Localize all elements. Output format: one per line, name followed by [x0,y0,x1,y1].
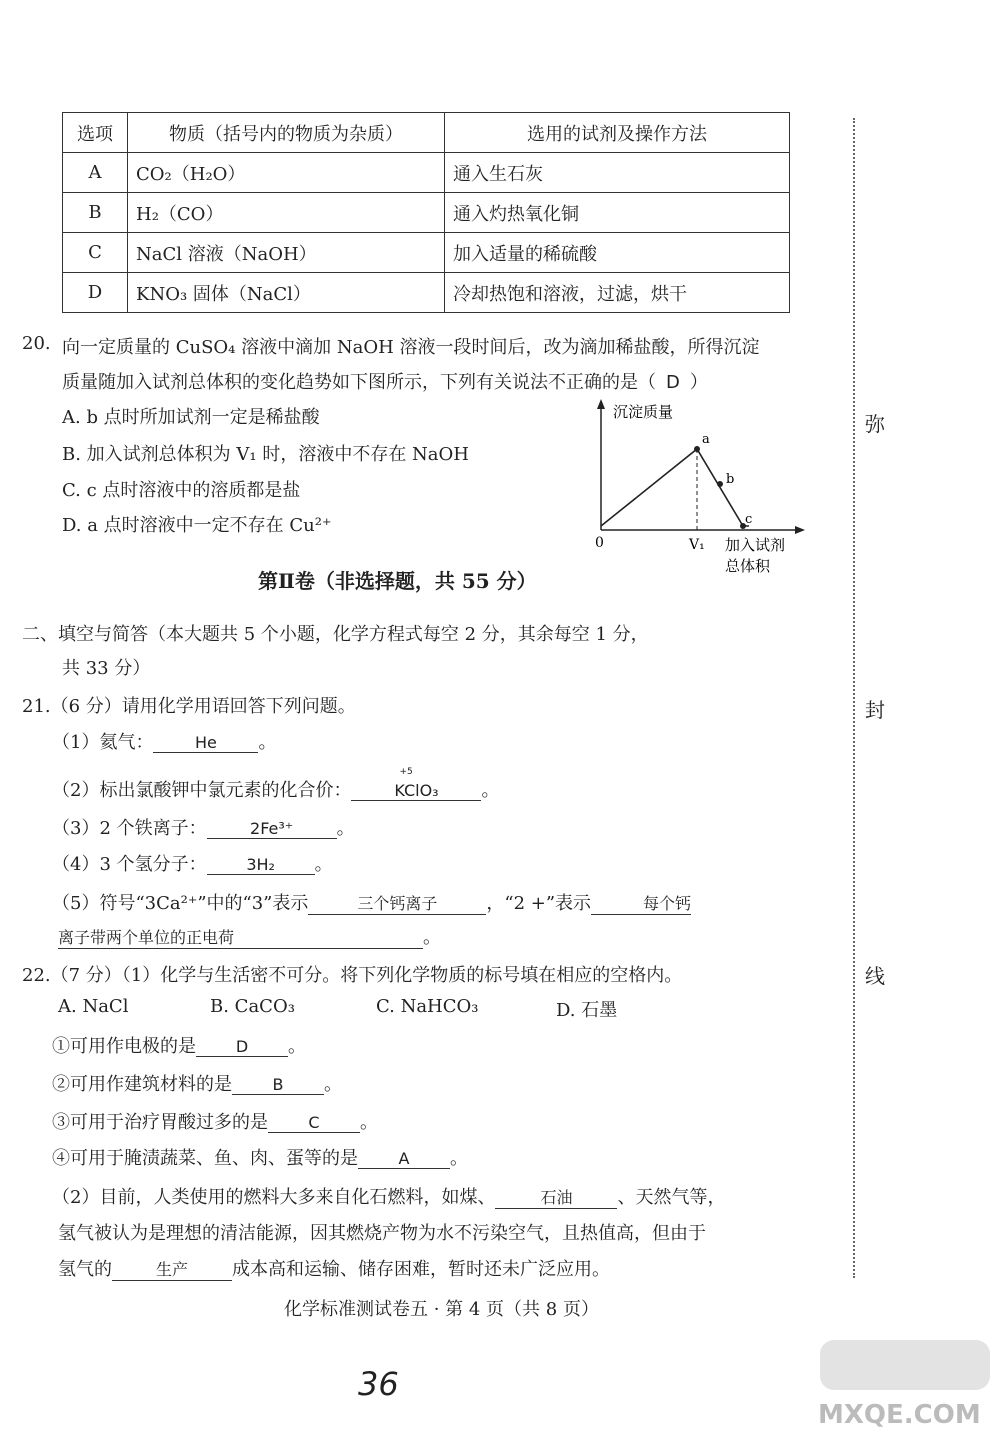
curve [601,449,749,526]
q21-item5-text: （5）符号“3Ca²⁺”中的“3”表示 [52,893,309,914]
table-cell: A [63,153,128,193]
table-cell: KNO₃ 固体（NaCl） [128,273,445,313]
q21-item5 [52,889,691,915]
period: 。 [336,818,355,839]
q22-head: 22.（7 分）（1）化学与生活密不可分。将下列化学物质的标号填在相应的空格内。 [22,965,683,986]
watermark-text: MXQE.COM [818,1400,981,1430]
q21-item4-text: （4）3 个氢分子： [52,854,207,875]
q22-part2-line2: 氢气被认为是理想的清洁能源，因其燃烧产物为水不污染空气，且热值高，但由于 [58,1223,706,1244]
q22-answer3: C [268,1113,360,1133]
q22-item2-text: ②可用作建筑材料的是 [52,1074,232,1095]
label-b: b [726,472,735,487]
q22-choice-a: A. NaCl [58,996,129,1017]
q21-item5-text-b: ，“2 +”表示 [486,893,592,914]
table-cell: H₂（CO） [128,193,445,233]
q20-option: A. b 点时所加试剂一定是稀盐酸 [62,407,320,428]
table-cell: 加入适量的稀硫酸 [445,233,790,273]
y-axis-arrow [597,399,605,409]
y-label: 沉淀质量 [613,403,674,421]
table-header: 选用的试剂及操作方法 [445,113,790,153]
label-c: c [745,512,753,527]
precipitate-graph [585,395,815,580]
table-header: 选项 [63,113,128,153]
x-label-1: 加入试剂 [725,536,786,554]
q21-answer1: He [153,733,258,753]
handwritten-page-number: 36 [358,1365,399,1403]
table-row [63,233,790,273]
q20-option: C. c 点时溶液中的溶质都是盐 [62,480,301,501]
period: 。 [360,1112,378,1133]
q21-item1-text: （1）氦气： [52,732,154,753]
q22-part2-line1 [52,1183,725,1209]
section2-text: 二、填空与简答（本大题共 5 个小题，化学方程式每空 2 分，其余每空 1 分， [22,624,649,645]
q21-item4 [52,850,333,876]
q21-answer2 [351,767,481,801]
q20-option: D. a 点时溶液中一定不存在 Cu²⁺ [62,515,332,536]
q20-close: ） [689,372,708,393]
side-char-mi: 弥 [865,412,885,436]
table-cell: B [63,193,128,233]
q22-part2-text-b: 、天然气等， [617,1187,726,1208]
table-row [63,153,790,193]
q21-answer2-text: KClO₃ [394,781,439,800]
q22-choice-d: D. 石墨 [556,1000,618,1021]
q22-answer-production: 生产 [112,1257,232,1281]
q22-item4-text: ④可用于腌渍蔬菜、鱼、肉、蛋等的是 [52,1148,358,1169]
q22-item3-text: ③可用于治疗胃酸过多的是 [52,1112,268,1133]
point-a [694,446,700,452]
q21-item3 [52,814,355,840]
q22-answer2: B [232,1075,324,1095]
table-row [63,193,790,233]
period: 。 [423,927,441,948]
x-label-2: 总体积 [725,557,771,575]
table-cell: 通入生石灰 [445,153,790,193]
q22-choice-b: B. CaCO₃ [210,996,295,1017]
q21-item2 [52,767,500,802]
q21-answer5a: 三个钙离子 [308,891,486,915]
q22-item1 [52,1032,306,1058]
q22-part2-text-d: 氢气的 [58,1259,112,1280]
part2-title: 第Ⅱ卷（非选择题，共 55 分） [258,569,537,593]
sealing-line [853,118,855,1278]
side-char-feng: 封 [865,698,885,722]
valence-mark: +5 [399,767,413,777]
q21-answer3: 2Fe³⁺ [207,819,337,839]
q20-number: 20. [22,333,51,354]
q21-answer5b: 每个钙 [591,891,691,915]
q22-part2-text-e: 成本高和运输、储存困难，暂时还未广泛应用。 [232,1259,610,1280]
q21-answer4: 3H₂ [207,855,315,875]
q21-item1 [52,728,276,754]
q21-answer5b-cont: 离子带两个单位的正电荷 [58,925,423,949]
period: 。 [450,1148,468,1169]
section2-line1 [22,620,649,646]
page-footer: 化学标准测试卷五 · 第 4 页（共 8 页） [284,1299,599,1320]
q22-answer4: A [358,1149,450,1169]
q22-choice-c: C. NaHCO₃ [376,996,479,1017]
table-cell: NaCl 溶液（NaOH） [128,233,445,273]
table-cell: C [63,233,128,273]
q21-item3-text: （3）2 个铁离子： [52,818,207,839]
q22-part2-line3 [58,1255,610,1281]
q21-head: 21.（6 分）请用化学用语回答下列问题。 [22,696,356,717]
q21-item2-text: （2）标出氯酸钾中氯元素的化合价： [52,780,352,801]
q22-item4 [52,1144,468,1170]
v1-label: V₁ [689,537,705,553]
table-cell: CO₂（H₂O） [128,153,445,193]
q20-option: B. 加入试剂总体积为 V₁ 时，溶液中不存在 NaOH [62,444,469,465]
options-table [62,112,790,313]
q20-line2 [62,368,708,394]
q22-answer-oil: 石油 [495,1185,617,1209]
period: 。 [288,1036,306,1057]
x-axis-arrow [795,526,805,534]
period: 。 [324,1074,342,1095]
q20-line1: 向一定质量的 CuSO₄ 溶液中滴加 NaOH 溶液一段时间后，改为滴加稀盐酸，所得沉淀 [62,337,760,358]
point-b [717,481,723,487]
table-cell: 通入灼热氧化铜 [445,193,790,233]
table-header: 物质（括号内的物质为杂质） [128,113,445,153]
table-cell: D [63,273,128,313]
watermark-logo [820,1340,990,1390]
label-a: a [702,432,710,447]
section2-line2: 共 33 分） [62,658,151,679]
side-char-xian: 线 [865,964,885,988]
table-header-row [63,113,790,153]
q22-answer1: D [196,1037,288,1057]
q20-line2-text: 质量随加入试剂总体积的变化趋势如下图所示，下列有关说法不正确的是（ [62,372,656,393]
q22-item3 [52,1108,378,1134]
q22-item1-text: ①可用作电极的是 [52,1036,196,1057]
origin-label: 0 [595,535,604,551]
table-row [63,273,790,313]
q22-item2 [52,1070,342,1096]
period: 。 [481,780,500,801]
q21-item5-cont [58,923,441,949]
period: 。 [314,854,333,875]
q20-answer: D [666,372,680,393]
table-cell: 冷却热饱和溶液，过滤，烘干 [445,273,790,313]
q22-part2-text: （2）目前，人类使用的燃料大多来自化石燃料，如煤、 [52,1187,496,1208]
period: 。 [258,732,277,753]
